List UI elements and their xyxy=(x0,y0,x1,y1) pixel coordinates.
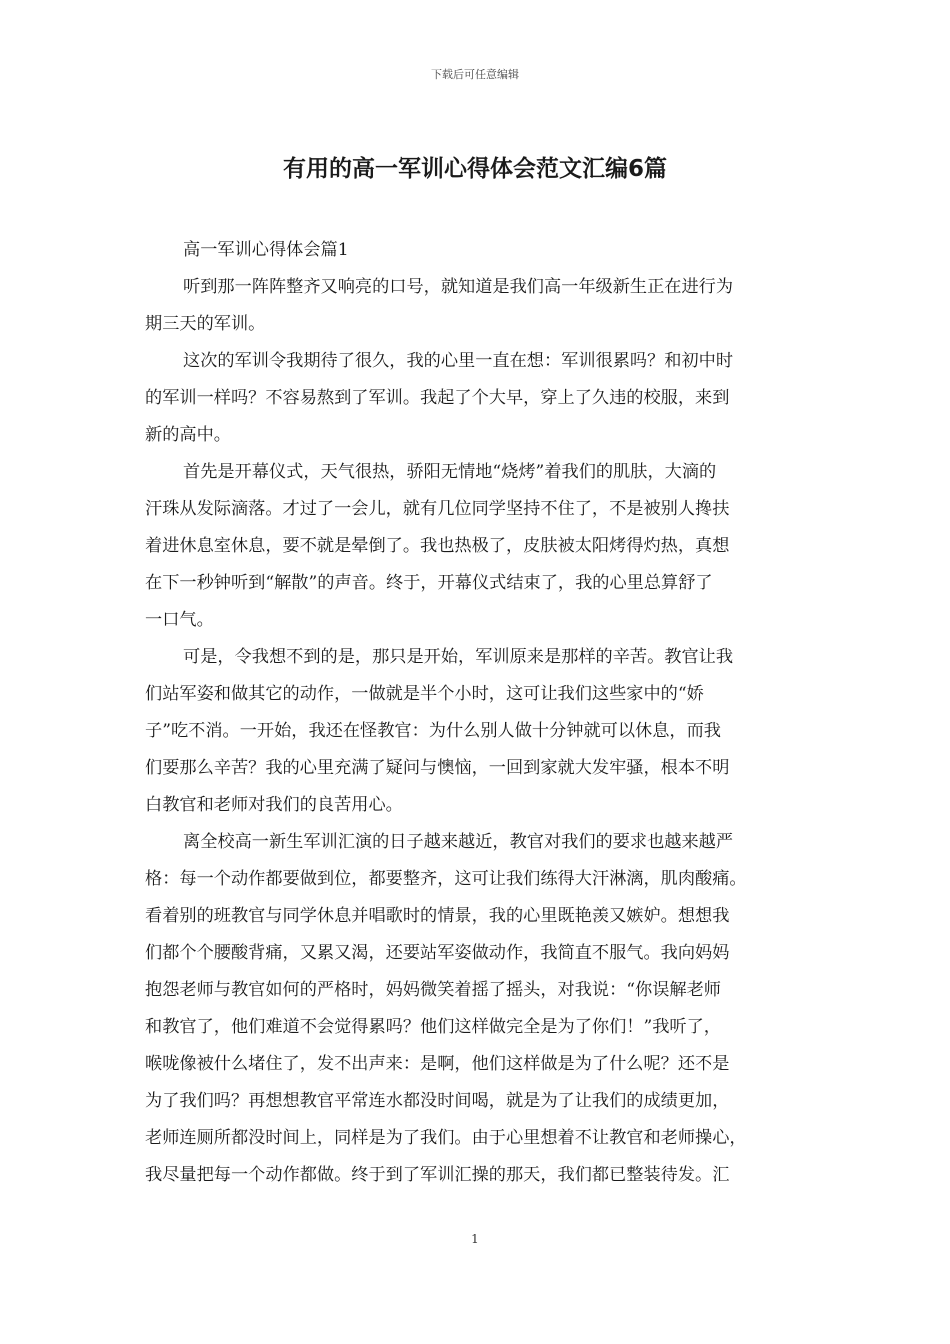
paragraph-line: 喉咙像被什么堵住了，发不出声来：是啊，他们这样做是为了什么呢？还不是 xyxy=(145,1054,730,1074)
paragraph-line: 一口气。 xyxy=(145,610,214,630)
section-heading: 高一军训心得体会篇1 xyxy=(183,240,349,260)
paragraph-line: 抱怨老师与教官如何的严格时，妈妈微笑着摇了摇头，对我说：“你误解老师 xyxy=(145,980,721,1000)
document-title: 有用的高一军训心得体会范文汇编6篇 xyxy=(282,156,667,182)
page-number: 1 xyxy=(471,1232,479,1246)
paragraph-line: 可是，令我想不到的是，那只是开始，军训原来是那样的辛苦。教官让我 xyxy=(183,647,734,667)
paragraph-line: 和教官了，他们难道不会觉得累吗？他们这样做完全是为了你们！”我听了， xyxy=(145,1017,721,1037)
paragraph-line: 汗珠从发际滴落。才过了一会儿，就有几位同学坚持不住了，不是被别人搀扶 xyxy=(145,499,730,519)
paragraph-line: 新的高中。 xyxy=(145,425,231,445)
paragraph-line: 我尽量把每一个动作都做。终于到了军训汇操的那天，我们都已整装待发。汇 xyxy=(145,1165,730,1185)
paragraph-line: 们站军姿和做其它的动作，一做就是半个小时，这可让我们这些家中的“娇 xyxy=(145,684,704,704)
page-header: 下载后可任意编辑 xyxy=(431,68,519,81)
paragraph-line: 看着别的班教官与同学休息并唱歌时的情景，我的心里既艳羡又嫉妒。想想我 xyxy=(145,906,730,926)
paragraph-line: 离全校高一新生军训汇演的日子越来越近，教官对我们的要求也越来越严 xyxy=(183,832,734,852)
paragraph-line: 格：每一个动作都要做到位，都要整齐，这可让我们练得大汗淋漓，肌肉酸痛。 xyxy=(145,869,747,889)
paragraph-line: 首先是开幕仪式，天气很热，骄阳无情地“烧烤”着我们的肌肤，大滴的 xyxy=(183,462,717,482)
paragraph-line: 听到那一阵阵整齐又响亮的口号，就知道是我们高一年级新生正在进行为 xyxy=(183,277,734,297)
document-body xyxy=(145,232,807,1194)
paragraph-line: 白教官和老师对我们的良苦用心。 xyxy=(145,795,403,815)
paragraph-line: 老师连厕所都没时间上，同样是为了我们。由于心里想着不让教官和老师操心， xyxy=(145,1128,747,1148)
paragraph-line: 们要那么辛苦？我的心里充满了疑问与懊恼，一回到家就大发牢骚，根本不明 xyxy=(145,758,730,778)
paragraph-line: 为了我们吗？再想想教官平常连水都没时间喝，就是为了让我们的成绩更加， xyxy=(145,1091,730,1111)
paragraph-line: 着进休息室休息，要不就是晕倒了。我也热极了，皮肤被太阳烤得灼热，真想 xyxy=(145,536,730,556)
paragraph-line: 子”吃不消。一开始，我还在怪教官：为什么别人做十分钟就可以休息，而我 xyxy=(145,721,721,741)
paragraph-line: 期三天的军训。 xyxy=(145,314,266,334)
paragraph-line: 的军训一样吗？不容易熬到了军训。我起了个大早，穿上了久违的校服，来到 xyxy=(145,388,730,408)
paragraph-line: 们都个个腰酸背痛，又累又渴，还要站军姿做动作，我简直不服气。我向妈妈 xyxy=(145,943,730,963)
paragraph-line: 这次的军训令我期待了很久，我的心里一直在想：军训很累吗？和初中时 xyxy=(183,351,734,371)
paragraph-line: 在下一秒钟听到“解散”的声音。终于，开幕仪式结束了，我的心里总算舒了 xyxy=(145,573,713,593)
